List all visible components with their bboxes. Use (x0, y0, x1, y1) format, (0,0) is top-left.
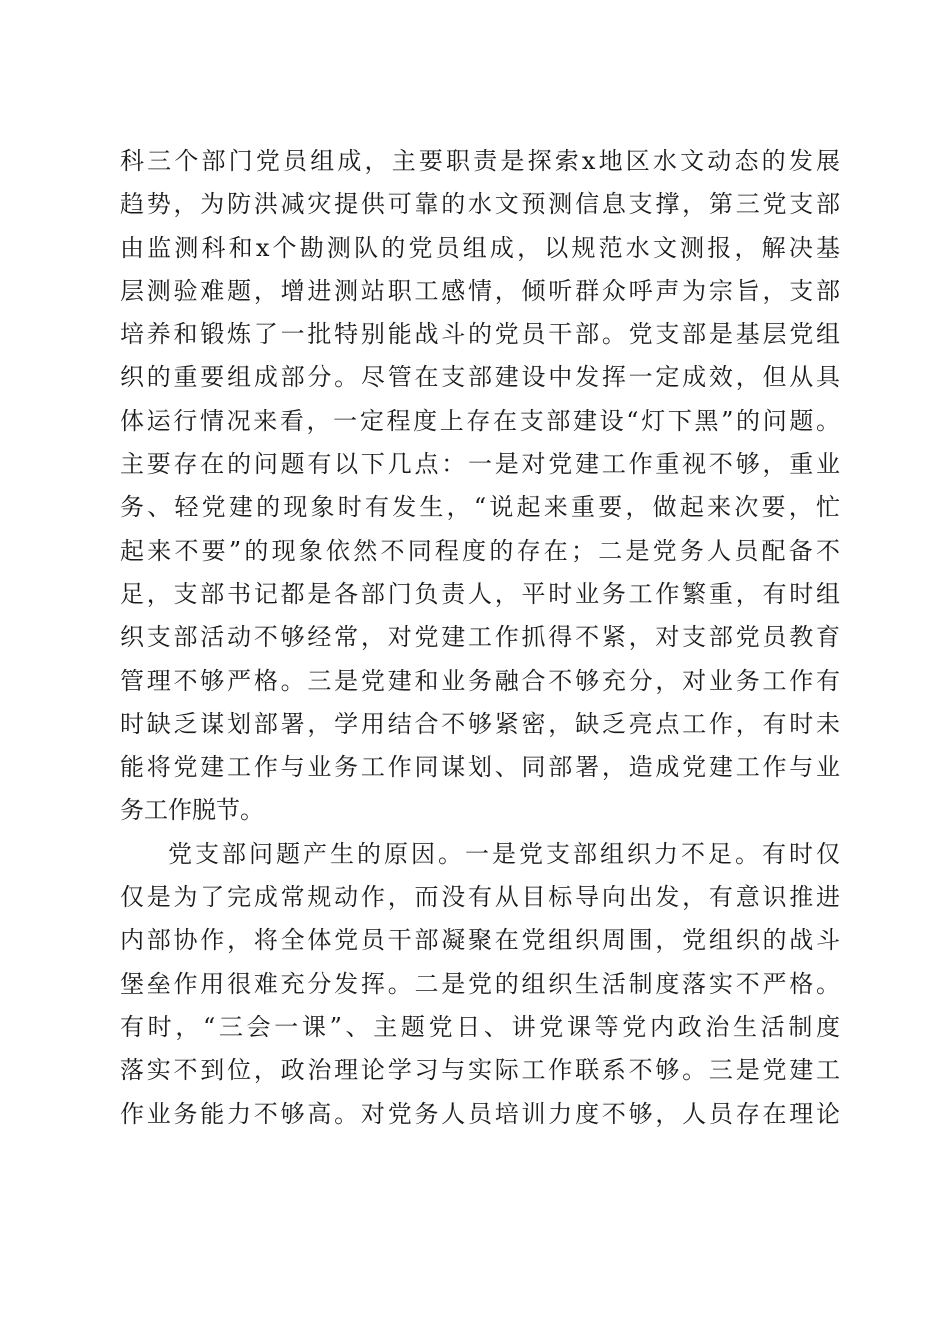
paragraph-causes (120, 833, 840, 1136)
paragraph-line: 培养和锻炼了一批特别能战斗的党员干部。党支部是基层党组 (120, 320, 840, 349)
paragraph-line: 内部协作，将全体党员干部凝聚在党组织周围，党组织的战斗 (120, 926, 840, 955)
paragraph-line: 堡垒作用很难充分发挥。二是党的组织生活制度落实不严格。 (120, 969, 840, 998)
paragraph-line: 作业务能力不够高。对党务人员培训力度不够，人员存在理论 (120, 1099, 840, 1128)
paragraph-line: 趋势，为防洪减灾提供可靠的水文预测信息支撑，第三党支部 (120, 190, 840, 219)
paragraph-line: 管理不够严格。三是党建和业务融合不够充分，对业务工作有 (120, 666, 840, 695)
paragraph-line: 能将党建工作与业务工作同谋划、同部署，造成党建工作与业 (120, 753, 840, 782)
paragraph-line: 主要存在的问题有以下几点：一是对党建工作重视不够，重业 (120, 450, 840, 479)
paragraph-line: 务、轻党建的现象时有发生，“说起来重要，做起来次要，忙 (120, 493, 840, 522)
paragraph-line: 足，支部书记都是各部门负责人，平时业务工作繁重，有时组 (120, 579, 840, 608)
paragraph-line: 务工作脱节。 (120, 796, 264, 825)
paragraph-line: 体运行情况来看，一定程度上存在支部建设“灯下黑”的问题。 (120, 406, 840, 435)
paragraph-line: 起来不要”的现象依然不同程度的存在；二是党务人员配备不 (120, 536, 840, 565)
paragraph-line: 科三个部门党员组成，主要职责是探索x地区水文动态的发展 (120, 147, 840, 175)
document-body (120, 140, 840, 1136)
paragraph-line: 有时，“三会一课”、主题党日、讲党课等党内政治生活制度 (120, 1012, 840, 1041)
paragraph-problems (120, 140, 840, 833)
paragraph-line: 织的重要组成部分。尽管在支部建设中发挥一定成效，但从具 (120, 363, 840, 392)
paragraph-line: 仅是为了完成常规动作，而没有从目标导向出发，有意识推进 (120, 883, 840, 912)
paragraph-line: 织支部活动不够经常，对党建工作抓得不紧，对支部党员教育 (120, 623, 840, 652)
paragraph-line: 由监测科和x个勘测队的党员组成，以规范水文测报，解决基 (120, 233, 840, 262)
paragraph-line: 时缺乏谋划部署，学用结合不够紧密，缺乏亮点工作，有时未 (120, 709, 840, 738)
paragraph-line: 党支部问题产生的原因。一是党支部组织力不足。有时仅 (168, 839, 840, 868)
paragraph-line: 落实不到位，政治理论学习与实际工作联系不够。三是党建工 (120, 1056, 840, 1085)
paragraph-line: 层测验难题，增进测站职工感情，倾听群众呼声为宗旨，支部 (120, 276, 840, 305)
